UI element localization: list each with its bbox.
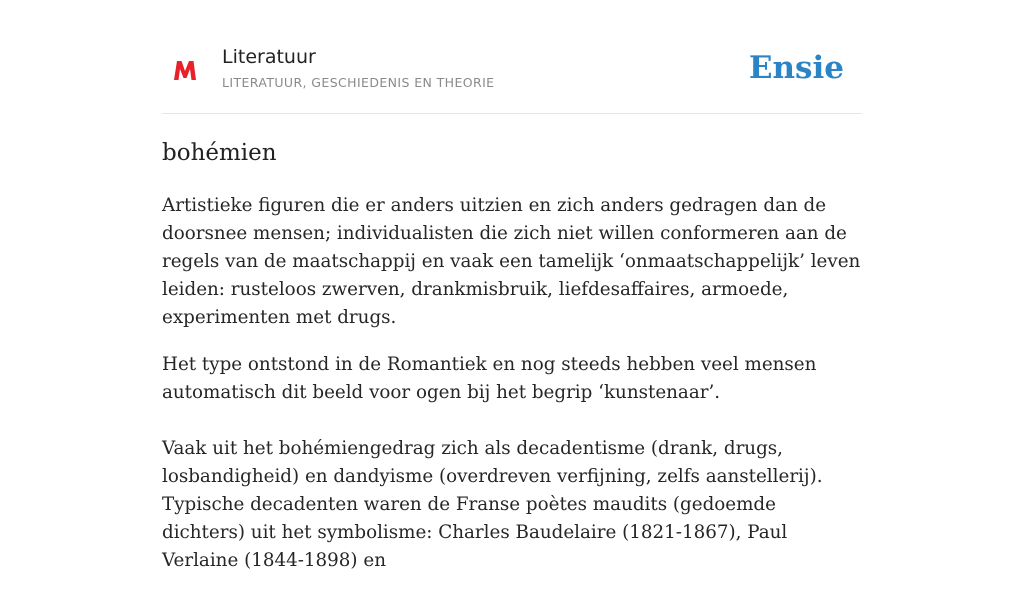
category-title[interactable]: Literatuur: [222, 46, 316, 68]
ensie-logo-link[interactable]: Ensie: [748, 50, 844, 86]
article-paragraph: Artistieke figuren die er anders uitzien en zich anders gedragen dan de doorsnee mensen; individualisten die zich niet willen conformeren aan de regels van de maatschappij en vaak een tamelijk ‘onmaatschappelijk’ leven leiden: rusteloos zwerven, drankmisbruik, liefdesaffaires, armoede, experimenten met drugs.: [162, 195, 861, 328]
paragraph-spacer: [162, 426, 862, 435]
article-title: bohémien: [162, 140, 277, 166]
m-logo-icon[interactable]: [172, 57, 198, 83]
article-body: [162, 136, 862, 594]
article-paragraph: Het type ontstond in de Romantiek en nog steeds hebben veel mensen automatisch dit beeld voor ogen bij het begrip ‘kunstenaar’.: [162, 354, 817, 403]
site-header: [162, 40, 862, 114]
article-paragraph: Vaak uit het bohémiengedrag zich als decadentisme (drank, drugs, losbandigheid) en dandyisme (overdreven verfijning, zelfs aanstellerij). Typische decadenten waren de Franse poètes maudits (gedoemde dichters) uit het symbolisme: Charles Baudelaire (1821-1867), Paul Verlaine (1844-1898) en: [162, 438, 823, 571]
category-subtitle: LITERATUUR, GESCHIEDENIS EN THEORIE: [222, 75, 495, 90]
